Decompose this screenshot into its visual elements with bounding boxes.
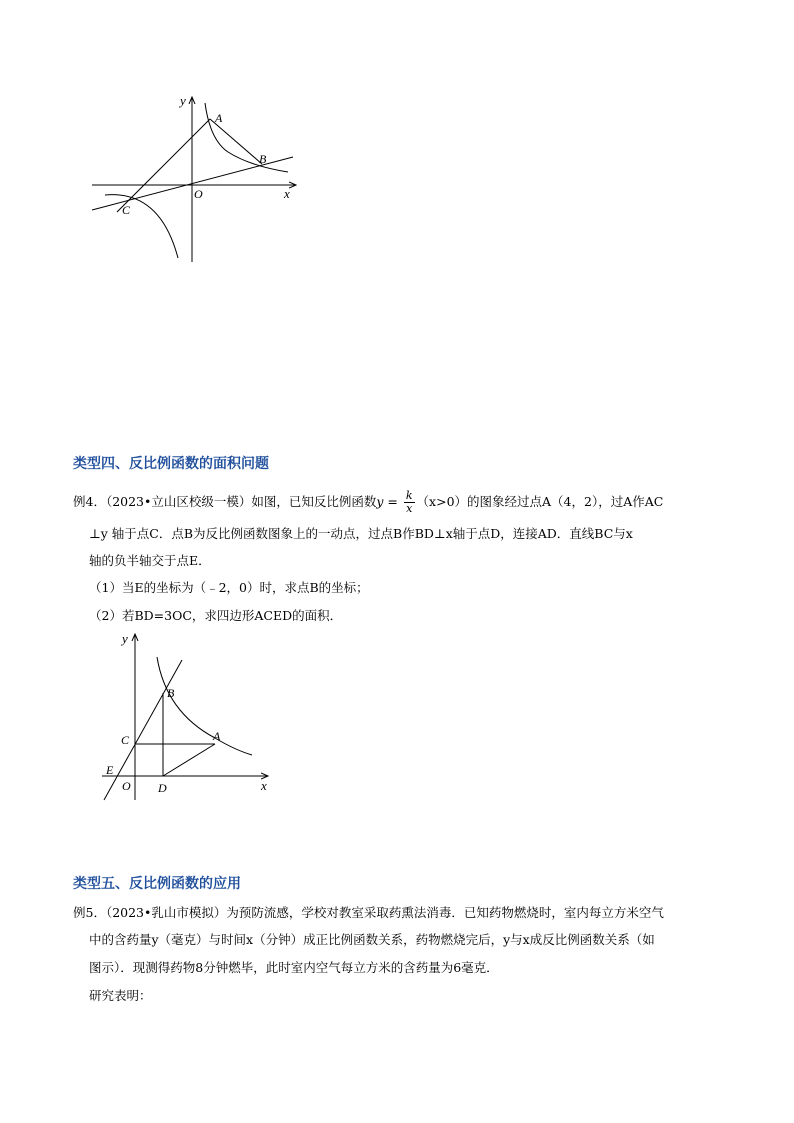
- label-b: B: [167, 686, 175, 700]
- label-x: x: [284, 186, 290, 201]
- label-a: A: [213, 729, 221, 743]
- hyperbola: [157, 657, 252, 755]
- figure-1-graph: [85, 90, 305, 270]
- label-b: B: [259, 152, 267, 166]
- label-c: C: [122, 203, 131, 217]
- fraction-numerator: k: [405, 489, 413, 502]
- example-5-line-2: 中的含药量y（毫克）与时间x（分钟）成正比例函数关系，药物燃烧完后，y与x成反比例函数关系（如: [89, 932, 655, 947]
- example-5-line-3: 图示）．现测得药物8分钟燃毕，此时室内空气每立方米的含药量为6毫克．: [89, 960, 499, 975]
- label-a: A: [215, 111, 223, 125]
- example-4-suffix: （x>0）的图象经过点A（4，2），过A作AC: [416, 494, 664, 509]
- question-2: （2）若BD=3OC，求四边形ACED的面积．: [89, 608, 343, 623]
- segment-da: [163, 744, 215, 776]
- example-4-eq: =: [383, 494, 402, 509]
- example-4-y: y: [376, 494, 384, 509]
- label-e: E: [106, 763, 114, 777]
- example-4-line-1: [73, 490, 663, 515]
- example-5-line-1: 例5．（2023•乳山市模拟）为预防流感，学校对教室采取药熏法消毒．已知药物燃烧时，室内每立方米空气: [73, 905, 664, 920]
- line-be: [104, 660, 182, 800]
- example-4-prefix: 例4．（2023•立山区校级一模）如图，已知反比例函数: [73, 494, 377, 509]
- fraction-denominator: x: [404, 502, 415, 515]
- fraction-k-over-x: [404, 490, 415, 515]
- section-4-heading: 类型四、反比例函数的面积问题: [73, 456, 269, 472]
- label-o: O: [194, 187, 203, 201]
- label-x: x: [261, 778, 267, 793]
- label-y: y: [122, 631, 128, 646]
- example-4-line-2: ⊥y 轴于点C．点B为反比例函数图象上的一动点，过点B作BD⊥x轴于点D，连接AD．直线BC与x: [89, 526, 633, 541]
- label-d: D: [158, 781, 167, 795]
- label-y: y: [180, 93, 186, 108]
- example-5-line-4: 研究表明：: [89, 988, 152, 1003]
- label-o: O: [122, 779, 131, 793]
- section-5-heading: 类型五、反比例函数的应用: [73, 876, 241, 892]
- figure-2-graph: [95, 625, 285, 805]
- question-1: （1）当E的坐标为（﹣2，0）时，求点B的坐标；: [89, 580, 369, 595]
- example-4-line-3: 轴的负半轴交于点E．: [89, 553, 211, 568]
- label-c: C: [121, 733, 130, 747]
